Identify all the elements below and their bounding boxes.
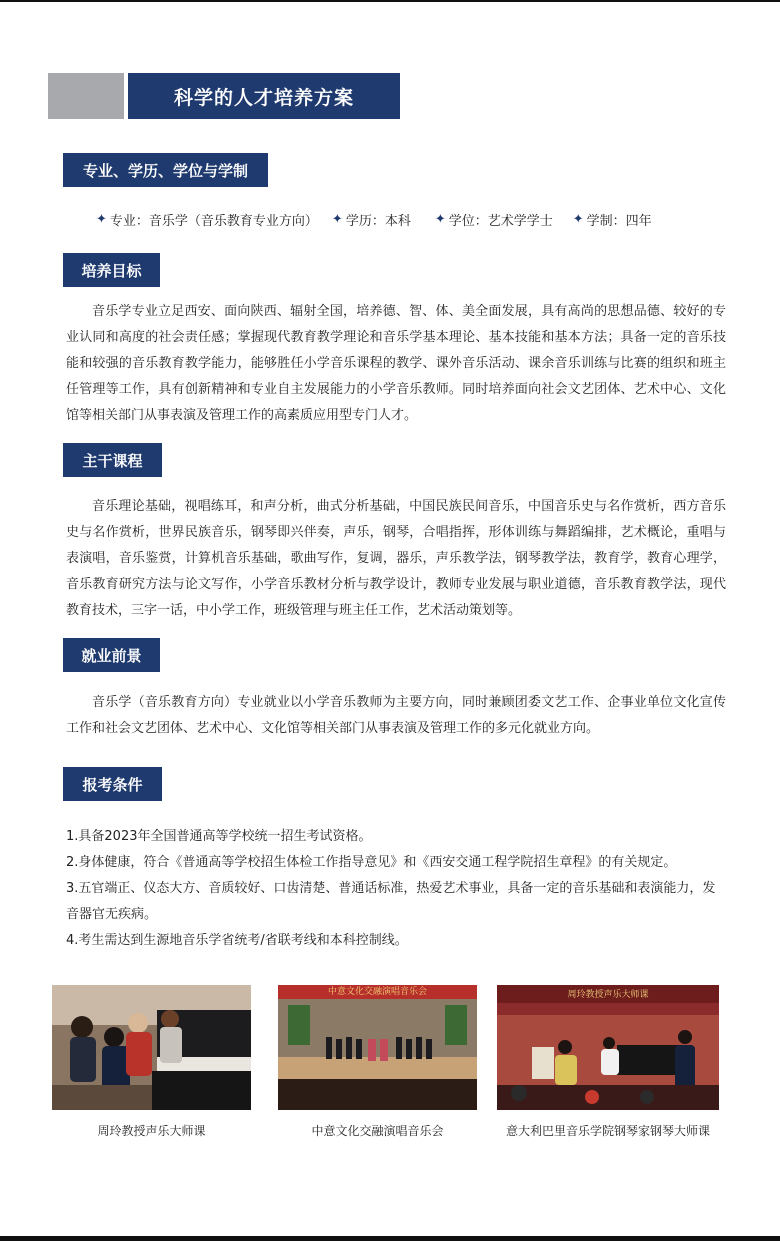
- star-icon: ✦: [331, 212, 343, 227]
- photo-voice-masterclass-art: [52, 985, 251, 1110]
- major-info-item: ✦ 学历：本科: [331, 212, 411, 229]
- photo-caption: 中意文化交融演唱音乐会: [311, 1124, 444, 1138]
- photo-piano-masterclass: [497, 985, 719, 1110]
- top-border: [0, 0, 780, 2]
- photo-caption: 周玲教授声乐大师课: [97, 1124, 206, 1138]
- photo-voice-masterclass: [52, 985, 251, 1110]
- photo-concert: [278, 985, 477, 1110]
- courses-paragraph: 音乐理论基础，视唱练耳，和声分析，曲式分析基础，中国民族民间音乐，中国音乐史与名作赏析，西方音乐史与名作赏析，世界民族音乐，钢琴即兴伴奏，声乐，钢琴，合唱指挥，形体训练与舞蹈编排，艺术概论，重唱与表演唱，音乐鉴赏，计算机音乐基础，歌曲写作，复调，器乐，声乐教学法，钢琴教学法，教育学，教育心理学，音乐教育研究方法与论文写作，小学音乐教材分析与教学设计，教师专业发展与职业道德，音乐教育教学法，现代教育技术，三字一话，中小学工作，班级管理与班主任工作，艺术活动策划等。: [66, 499, 726, 618]
- section-heading-career: 就业前景: [63, 638, 160, 672]
- section-heading-courses: 主干课程: [63, 443, 162, 477]
- list-item: 3.五官端正、仪态大方、音质较好、口齿清楚、普通话标准，热爱艺术事业，具备一定的音乐基础和表演能力，发音器官无疾病。: [66, 881, 716, 922]
- bottom-border: [0, 1236, 780, 1241]
- list-item: 1.具备2023年全国普通高等学校统一招生考试资格。: [66, 829, 372, 844]
- star-icon: ✦: [96, 212, 107, 227]
- career-paragraph: 音乐学（音乐教育方向）专业就业以小学音乐教师为主要方向，同时兼顾团委文艺工作、企事业单位文化宣传工作和社会文艺团体、艺术中心、文化馆等相关部门从事表演及管理工作的多元化就业方向。: [66, 695, 726, 736]
- star-icon: ✦: [434, 212, 446, 227]
- photo-caption: 意大利巴里音乐学院钢琴家钢琴大师课: [505, 1124, 710, 1138]
- title-gray-block: [48, 73, 124, 119]
- requirements-list: [66, 824, 726, 954]
- photo-concert-art: [278, 985, 477, 1110]
- star-icon: ✦: [572, 212, 584, 227]
- major-info-line: [96, 210, 652, 229]
- list-item: 4.考生需达到生源地音乐学省统考/省联考线和本科控制线。: [66, 933, 408, 948]
- section-heading-goal: 培养目标: [63, 253, 160, 287]
- major-info-item: ✦ 专业：音乐学（音乐教育专业方向）: [96, 212, 318, 229]
- major-info-item: ✦ 学制：四年: [572, 212, 652, 229]
- photo-concert-banner: 中意文化交融演唱音乐会: [327, 987, 427, 997]
- page-title: 科学的人才培养方案: [128, 73, 400, 119]
- photo-piano-masterclass-art: [497, 985, 719, 1110]
- page-title-block: [48, 73, 400, 119]
- major-info-item: ✦ 学位：艺术学学士: [434, 212, 553, 229]
- photo-piano-banner: 周玲教授声乐大师课: [567, 990, 649, 1000]
- goal-paragraph: 音乐学专业立足西安、面向陕西、辐射全国，培养德、智、体、美全面发展，具有高尚的思想品德、较好的专业认同和高度的社会责任感；掌握现代教育教学理论和音乐学基本理论、基本技能和基本方法；具备一定的音乐技能和较强的音乐教育教学能力，能够胜任小学音乐课程的教学、课外音乐活动、课余音乐训练与比赛的组织和班主任管理等工作，具有创新精神和专业自主发展能力的小学音乐教师。同时培养面向社会文艺团体、艺术中心、文化馆等相关部门从事表演及管理工作的高素质应用型专门人才。: [66, 304, 726, 423]
- section-heading-major: 专业、学历、学位与学制: [63, 153, 268, 187]
- section-heading-requirements: 报考条件: [63, 767, 162, 801]
- list-item: 2.身体健康，符合《普通高等学校招生体检工作指导意见》和《西安交通工程学院招生章程》的有关规定。: [66, 855, 677, 870]
